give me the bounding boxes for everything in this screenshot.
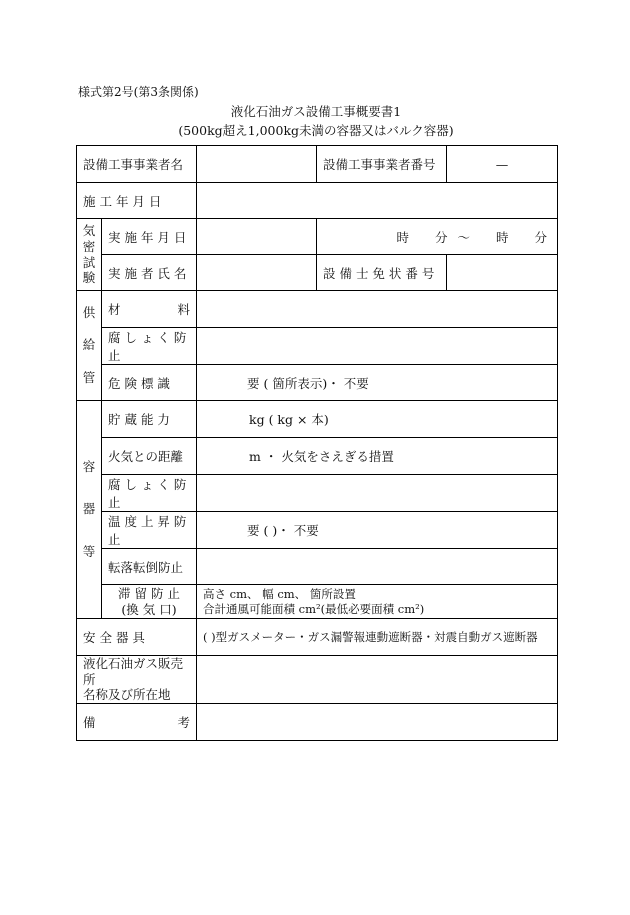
implementer-name-field[interactable]	[197, 255, 317, 291]
contractor-name-label: 設備工事事業者名	[77, 146, 197, 183]
table-row	[77, 146, 558, 183]
stagnation-prevention-label	[102, 585, 197, 619]
table-row	[77, 512, 558, 549]
implementation-time-field[interactable]	[317, 219, 558, 255]
material-label: 材 料	[102, 291, 197, 328]
table-row	[77, 255, 558, 291]
table-row	[77, 549, 558, 585]
material-field[interactable]	[197, 291, 558, 328]
stagnation-label-line2: (換 気 口)	[121, 601, 177, 617]
table-row	[77, 475, 558, 512]
hour-label-end: 時	[495, 229, 509, 245]
table-row	[77, 291, 558, 328]
construction-date-field[interactable]	[197, 183, 558, 219]
temperature-rise-label: 温 度 上 昇 防 止	[102, 512, 197, 549]
minute-label: 分	[434, 229, 448, 245]
remarks-label: 備 考	[77, 703, 197, 740]
dealer-field[interactable]	[197, 656, 558, 704]
safety-device-label: 安 全 器 具	[77, 619, 197, 656]
storage-capacity-field[interactable]: kg ( kg × 本)	[197, 401, 558, 438]
tipover-prevention-label: 転落転倒防止	[102, 549, 197, 585]
license-number-field[interactable]	[447, 255, 558, 291]
stagnation-value-line1: 高さ cm、 幅 cm、 箇所設置	[203, 587, 356, 602]
safety-device-field[interactable]: ( )型ガスメーター・ガス漏警報連動遮断器・対震自動ガス遮断器	[197, 619, 558, 656]
contractor-name-field[interactable]	[197, 146, 317, 183]
table-row	[77, 656, 558, 704]
table-row	[77, 619, 558, 656]
table-row	[77, 219, 558, 255]
airtight-test-group-label: 気密試験	[77, 219, 102, 291]
table-row	[77, 183, 558, 219]
fire-distance-label: 火気との距離	[102, 438, 197, 475]
table-row	[77, 365, 558, 401]
fire-distance-field[interactable]: m ・ 火気をさえぎる措置	[197, 438, 558, 475]
stagnation-prevention-field[interactable]	[197, 585, 558, 619]
implementer-name-label: 実 施 者 氏 名	[102, 255, 197, 291]
remarks-field[interactable]	[197, 703, 558, 740]
range-separator: 〜	[457, 229, 470, 245]
construction-date-label: 施 工 年 月 日	[77, 183, 197, 219]
contractor-number-label: 設備工事事業者番号	[317, 146, 447, 183]
hazard-sign-field[interactable]: 要 ( 箇所表示)・ 不要	[197, 365, 558, 401]
dealer-label-line1: 液化石油ガス販売所	[83, 656, 184, 687]
stagnation-label-line1: 滞 留 防 止	[118, 585, 180, 601]
supply-corrosion-field[interactable]	[197, 328, 558, 365]
storage-capacity-label: 貯 蔵 能 力	[102, 401, 197, 438]
document-title: 液化石油ガス設備工事概要書1	[230, 104, 402, 119]
table-row	[77, 401, 558, 438]
container-corrosion-field[interactable]	[197, 475, 558, 512]
dealer-label-line2: 名称及び所在地	[83, 687, 171, 703]
supply-pipe-group-label: 供給管	[77, 291, 102, 401]
table-row	[77, 585, 558, 619]
table-row	[77, 438, 558, 475]
stagnation-value-line2: 合計通風可能面積 cm²(最低必要面積 cm²)	[203, 601, 425, 616]
table-row	[77, 328, 558, 365]
hazard-sign-label: 危 険 標 識	[102, 365, 197, 401]
dealer-label	[77, 656, 197, 704]
form-number-label: 様式第2号(第3条関係)	[78, 85, 199, 99]
container-corrosion-label: 腐 し ょ く 防 止	[102, 475, 197, 512]
hour-label: 時	[396, 229, 409, 245]
license-number-label: 設 備 士 免 状 番 号	[317, 255, 447, 291]
minute-label-end: 分	[534, 229, 548, 245]
document-subtitle: (500kg超え1,000kg未満の容器又はバルク容器)	[178, 123, 454, 138]
contractor-number-field[interactable]: —	[447, 146, 558, 183]
container-group-label: 容器等	[77, 401, 102, 619]
tipover-prevention-field[interactable]	[197, 549, 558, 585]
temperature-rise-field[interactable]: 要 ( )・ 不要	[197, 512, 558, 549]
table-row	[77, 703, 558, 740]
supply-corrosion-label: 腐 し ょ く 防 止	[102, 328, 197, 365]
implementation-date-field[interactable]	[197, 219, 317, 255]
implementation-date-label: 実 施 年 月 日	[102, 219, 197, 255]
construction-summary-table	[76, 145, 558, 741]
